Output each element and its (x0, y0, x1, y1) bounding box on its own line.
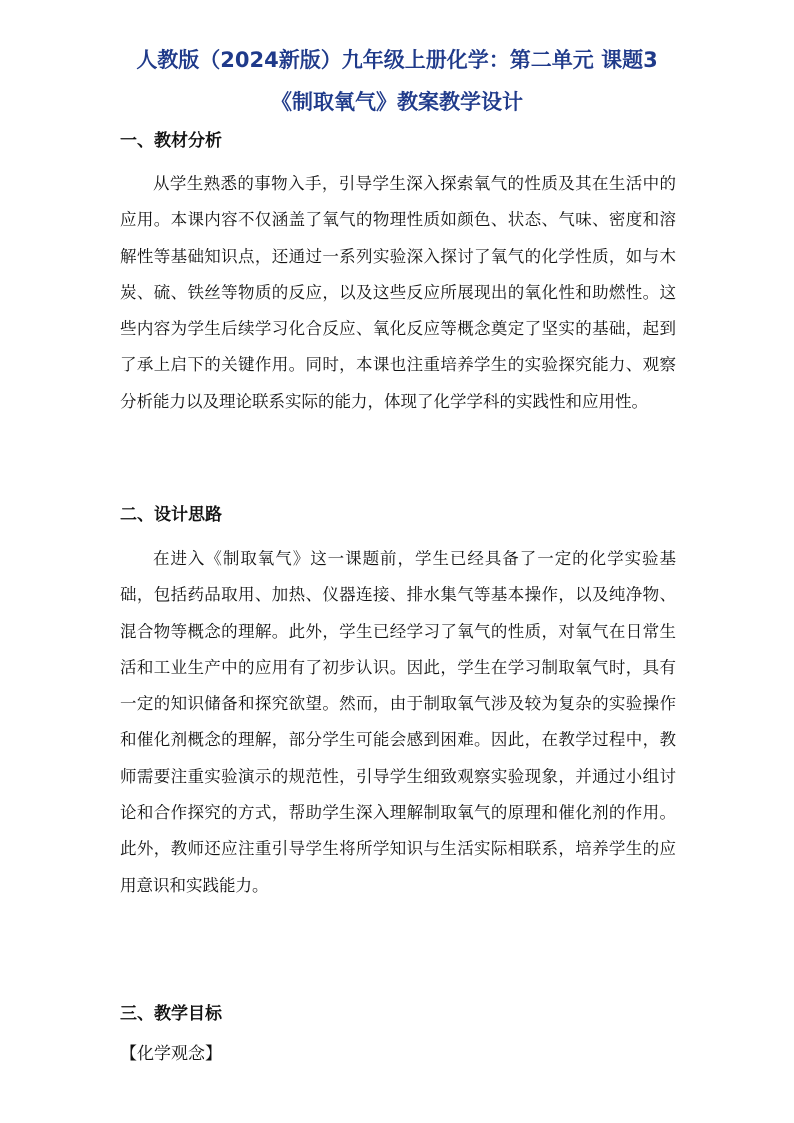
section-heading-textbook-analysis: 一、教材分析 (120, 131, 222, 151)
document-title-line-1: 人教版（2024新版）九年级上册化学：第二单元 课题3 (136, 48, 658, 72)
paragraph-textbook-analysis: 从学生熟悉的事物入手，引导学生深入探索氧气的性质及其在生活中的应用。本课内容不仅涵盖了氧气的物理性质如颜色、状态、气味、密度和溶解性等基础知识点，还通过一系列实验深入探讨了氧气的化学性质，如与木炭、硫、铁丝等物质的反应，以及这些反应所展现出的氧化性和助燃性。这些内容为学生后续学习化合反应、氧化反应等概念奠定了坚实的基础，起到了承上启下的关键作用。同时，本课也注重培养学生的实验探究能力、观察分析能力以及理论联系实际的能力，体现了化学学科的实践性和应用性。 (120, 174, 676, 411)
section-heading-teaching-objectives: 三、教学目标 (120, 1004, 222, 1024)
subheading-chemistry-concepts: 【化学观念】 (120, 1044, 222, 1064)
section-heading-design-ideas: 二、设计思路 (120, 505, 222, 525)
document-title-line-2: 《制取氧气》教案教学设计 (271, 90, 523, 114)
paragraph-design-ideas: 在进入《制取氧气》这一课题前，学生已经具备了一定的化学实验基础，包括药品取用、加热、仪器连接、排水集气等基本操作，以及纯净物、混合物等概念的理解。此外，学生已经学习了氧气的性质，对氧气在日常生活和工业生产中的应用有了初步认识。因此，学生在学习制取氧气时，具有一定的知识储备和探究欲望。然而，由于制取氧气涉及较为复杂的实验操作和催化剂概念的理解，部分学生可能会感到困难。因此，在教学过程中，教师需要注重实验演示的规范性，引导学生细致观察实验现象，并通过小组讨论和合作探究的方式，帮助学生深入理解制取氧气的原理和催化剂的作用。此外，教师还应注重引导学生将所学知识与生活实际相联系，培养学生的应用意识和实践能力。 (120, 549, 676, 895)
